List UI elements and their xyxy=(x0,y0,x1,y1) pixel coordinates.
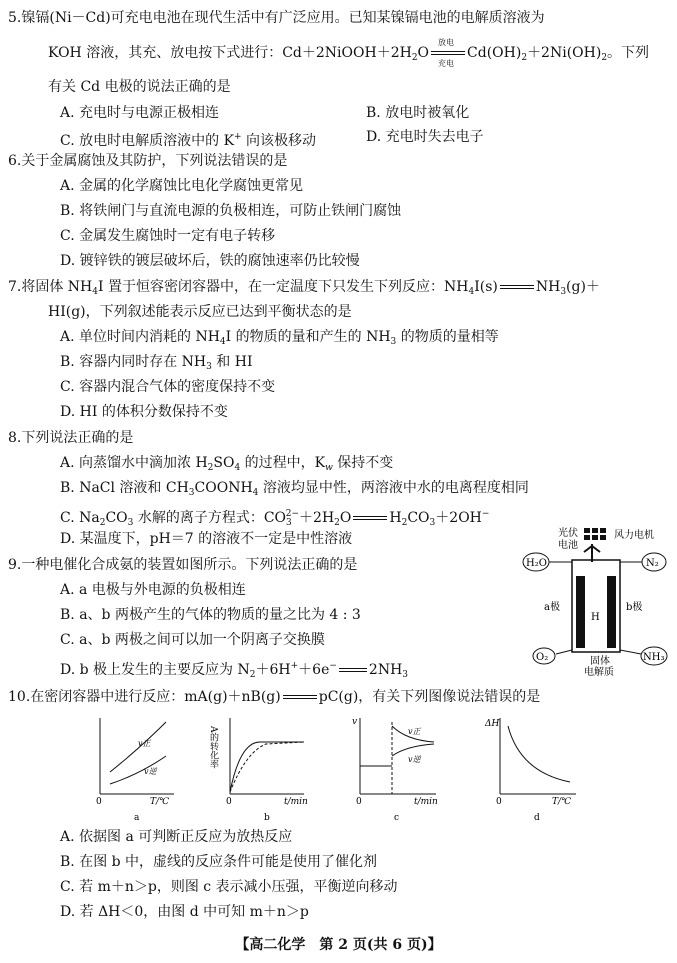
graph-b-dashed-curve xyxy=(230,742,304,792)
q7-option-b-part1: B. 容器内同时存在 NH xyxy=(60,354,207,370)
q7-option-a-part3: 的物质的量相等 xyxy=(396,329,499,345)
q7-option-a-part1: A. 单位时间内消耗的 NH xyxy=(60,329,220,345)
q9-equals-arrow xyxy=(339,665,367,675)
q10-option-a: A. 依据图 a 可判断正反应为放热反应 xyxy=(60,829,293,845)
q5-discharge-label: 放电 xyxy=(438,38,455,47)
q8-option-c-part7: CO xyxy=(407,510,430,526)
q5-option-c-end: 向该极移动 xyxy=(241,133,317,149)
q5-eq-right2: ＋2Ni(OH) xyxy=(527,45,602,61)
q10-stem-part2: pC(g)，有关下列图像说法错误的是 xyxy=(318,689,541,705)
q8-option-a-part1: A. 向蒸馏水中滴加浓 H xyxy=(60,455,208,471)
graph-c-xlabel: t/min xyxy=(414,797,438,807)
q8-option-b-part1: B. NaCl 溶液和 CH xyxy=(60,480,189,496)
q8-stem: 8.下列说法正确的是 xyxy=(8,430,134,446)
graph-b-xlabel: t/min xyxy=(284,797,308,807)
q9-option-d-part1: D. b 极上发生的主要反应为 N xyxy=(60,662,250,678)
graph-c-ylabel: v xyxy=(352,717,358,727)
graph-b-origin: 0 xyxy=(226,797,232,807)
graph-d-ylabel: ΔH xyxy=(485,719,500,729)
solar-panel-icon xyxy=(584,528,606,540)
wind-turbine-label: 风力电机 xyxy=(614,530,654,541)
q5-option-a: A. 充电时与电源正极相连 xyxy=(60,105,220,121)
graph-b xyxy=(208,718,308,822)
q10-option-c: C. 若 m＋n＞p，则图 c 表示减小压强，平衡逆向移动 xyxy=(60,879,398,895)
q5-charge-label: 充电 xyxy=(438,59,455,68)
graph-a-vpos-label: v正 xyxy=(138,739,151,748)
graph-a-origin: 0 xyxy=(96,797,102,807)
q8-option-c-part1: C. Na xyxy=(60,510,100,526)
q5-stem-line3: 有关 Cd 电极的说法正确的是 xyxy=(48,79,231,95)
graph-c xyxy=(352,717,438,822)
q8-option-a: A. 向蒸馏水中滴加浓 $H_2SO_4$ 的过程中，$K_w$ 保持不变 xyxy=(60,455,394,473)
q5-stem-end: 。下列 xyxy=(607,45,650,61)
q7-option-a-part2: I 的物质的量和产生的 NH xyxy=(225,329,391,345)
b-pole-label: b极 xyxy=(626,602,643,613)
q8-option-a-part4: 保持不变 xyxy=(332,455,394,471)
q5-eq-left: KOH 溶液，其充、放电按下式进行：Cd＋2NiOOH＋2H xyxy=(48,45,412,61)
q5-option-c: C. 放电时电解质溶液中的 K+ 向该极移动 xyxy=(60,132,317,149)
q7-option-a: A. 单位时间内消耗的 $NH_4I$ 的物质的量和产生的 $NH_3$ 的物质的量相等 xyxy=(60,329,499,347)
q5-stem-line2: KOH 溶液，其充、放电按下式进行：$Cd+2NiOOH+2H_2O$ 放电 充电 $Cd(OH)_2+2Ni(OH)_2$。下列 xyxy=(48,38,650,68)
q8-option-a-kw: w xyxy=(325,463,333,473)
q9-option-d-part4: 2NH xyxy=(368,662,403,678)
graph-d-xlabel: T/℃ xyxy=(552,797,572,807)
q6-stem: 6.关于金属腐蚀及其防护，下列说法错误的是 xyxy=(8,153,288,169)
q6-option-a: A. 金属的化学腐蚀比电化学腐蚀更常见 xyxy=(60,178,304,194)
graph-c-label: c xyxy=(394,813,400,822)
cell-label: 电池 xyxy=(558,540,578,551)
q7-stem-part4: NH xyxy=(535,279,561,295)
q7-stem-line1: 7.将固体 $NH_4I$ 置于恒容密闭容器中，在一定温度下只发生下列反应：$NH_4I(s)$ $NH_3(g)+$ xyxy=(8,279,600,297)
q10-graphs xyxy=(90,712,610,822)
q8-option-a-part3: 的过程中，K xyxy=(240,455,326,471)
graph-b-ylabel: A的转化率 xyxy=(208,726,218,769)
o2-label: O₂ xyxy=(536,652,549,663)
q7-stem-part3: I(s) xyxy=(474,279,498,295)
o2-outlet-arrow xyxy=(556,650,572,654)
q8-option-c-part8: ＋2OH xyxy=(435,510,482,526)
q8-option-c-charge: 2− xyxy=(285,509,300,519)
q8-option-c-part5: O xyxy=(339,510,352,526)
q10-stem-part1: 10.在密闭容器中进行反应：mA(g)＋nB(g) xyxy=(8,689,281,705)
graph-d-origin: 0 xyxy=(496,797,502,807)
q8-option-d: D. 某温度下，pH＝7 的溶液不一定是中性溶液 xyxy=(60,531,353,547)
graph-a-curve-reverse xyxy=(110,756,166,784)
q7-option-d: D. HI 的体积分数保持不变 xyxy=(60,404,228,420)
graph-c-vpos-label: v正 xyxy=(408,727,421,736)
electrode-b xyxy=(607,576,616,648)
q7-option-b-part2: 和 HI xyxy=(211,354,253,370)
q10-equilibrium-arrow xyxy=(283,692,317,702)
q7-stem-line2: HI(g)，下列叙述能表示反应已达到平衡状态的是 xyxy=(48,304,352,320)
graph-b-solid-curve xyxy=(230,742,304,792)
membrane-label: H xyxy=(591,612,600,623)
q8-option-c: C. $Na_2CO_3$ 水解的离子方程式：$CO_3^{2-}+2H_2O$ $H_2CO_3+2OH^-$ xyxy=(60,509,490,528)
q5-option-d: D. 充电时失去电子 xyxy=(366,129,484,145)
q10-option-b: B. 在图 b 中，虚线的反应条件可能是使用了催化剂 xyxy=(60,854,378,870)
q9-option-a: A. a 电极与外电源的负极相连 xyxy=(60,582,246,598)
q8-option-a-part2: SO xyxy=(213,455,235,471)
q10-option-d: D. 若 ΔH＜0，由图 d 中可知 m＋n＞p xyxy=(60,904,309,920)
solar-label: 光伏 xyxy=(558,528,578,539)
graph-c-vneg-label: v逆 xyxy=(408,755,421,764)
page-footer: 【高二化学 第 2 页(共 6 页)】 xyxy=(235,937,442,953)
q7-stem-part1: 7.将固体 NH xyxy=(8,279,93,295)
graph-d xyxy=(484,718,576,822)
nh3-label: NH₃ xyxy=(643,652,665,663)
q5-option-b: B. 放电时被氧化 xyxy=(366,105,470,121)
q8-equilibrium-arrow xyxy=(353,513,387,523)
electrolyte-label-1: 固体 xyxy=(590,656,610,667)
q6-option-d: D. 镀锌铁的镀层破坏后，铁的腐蚀速率仍比较慢 xyxy=(60,253,360,269)
q5-eq-water: O xyxy=(417,45,430,61)
q9-apparatus-diagram xyxy=(520,522,670,682)
q8-option-b-part3: 溶液均显中性，两溶液中水的电离程度相同 xyxy=(258,480,529,496)
q8-option-b: B. NaCl 溶液和 $CH_3COONH_4$ 溶液均显中性，两溶液中水的电离程度相同 xyxy=(60,480,529,498)
q8-option-c-minus: − xyxy=(481,509,490,519)
graph-a-xlabel: T/℃ xyxy=(150,797,170,807)
q7-stem-part2: I 置于恒容密闭容器中，在一定温度下只发生下列反应：NH xyxy=(98,279,469,295)
q8-option-b-part2: COONH xyxy=(194,480,253,496)
nh3-outlet-arrow xyxy=(620,650,641,654)
q9-option-c: C. a、b 两极之间可以加一个阴离子交换膜 xyxy=(60,632,325,648)
q8-option-c-part2: CO xyxy=(105,510,128,526)
q7-option-c: C. 容器内混合气体的密度保持不变 xyxy=(60,379,276,395)
electrode-a xyxy=(576,576,585,648)
q10-stem xyxy=(8,688,540,706)
q9-option-d: D. b 极上发生的主要反应为 $N_2+6H^++6e^-$ $2NH_3$ xyxy=(60,661,409,680)
q5-stem-line1: 5.镍镉(Ni－Cd)可充电电池在现代生活中有广泛应用。已知某镍镉电池的电解质溶液为 xyxy=(8,10,545,26)
n2-label: N₂ xyxy=(646,558,659,569)
q9-option-b: B. a、b 两极产生的气体的物质的量之比为 4 : 3 xyxy=(60,607,361,623)
graph-d-label: d xyxy=(534,813,540,822)
q5-option-c-text: C. 放电时电解质溶液中的 K xyxy=(60,133,235,149)
q8-option-c-part3: 水解的离子方程式：CO xyxy=(133,510,287,526)
a-pole-label: a极 xyxy=(544,602,560,613)
q9-option-d-part3: ＋6e xyxy=(298,662,330,678)
graph-a-label: a xyxy=(134,813,140,822)
graph-d-curve xyxy=(508,726,570,782)
graph-c-origin: 0 xyxy=(356,797,362,807)
q8-option-c-part4: ＋2H xyxy=(299,510,335,526)
q6-option-b: B. 将铁闸门与直流电源的负极相连，可防止铁闸门腐蚀 xyxy=(60,203,402,219)
q7-equilibrium-arrow xyxy=(500,282,534,292)
q9-stem: 9.一种电催化合成氨的装置如图所示。下列说法正确的是 xyxy=(8,557,358,573)
electrolyte-label-2: 电解质 xyxy=(584,667,614,678)
graph-b-label: b xyxy=(264,813,270,822)
q7-option-b: B. 容器内同时存在 $NH_3$ 和 HI xyxy=(60,354,253,372)
q7-stem-part5: (g)＋ xyxy=(566,279,600,295)
q5-eq-right: Cd(OH) xyxy=(467,45,522,61)
q9-option-d-part2: ＋6H xyxy=(255,662,291,678)
graph-a xyxy=(96,718,174,822)
q6-option-c: C. 金属发生腐蚀时一定有电子转移 xyxy=(60,228,276,244)
q5-reversible-arrow xyxy=(431,38,465,68)
graph-a-vneg-label: v逆 xyxy=(144,767,157,776)
q8-option-c-part6: H xyxy=(389,510,402,526)
h2o-label: H₂O xyxy=(526,558,547,569)
